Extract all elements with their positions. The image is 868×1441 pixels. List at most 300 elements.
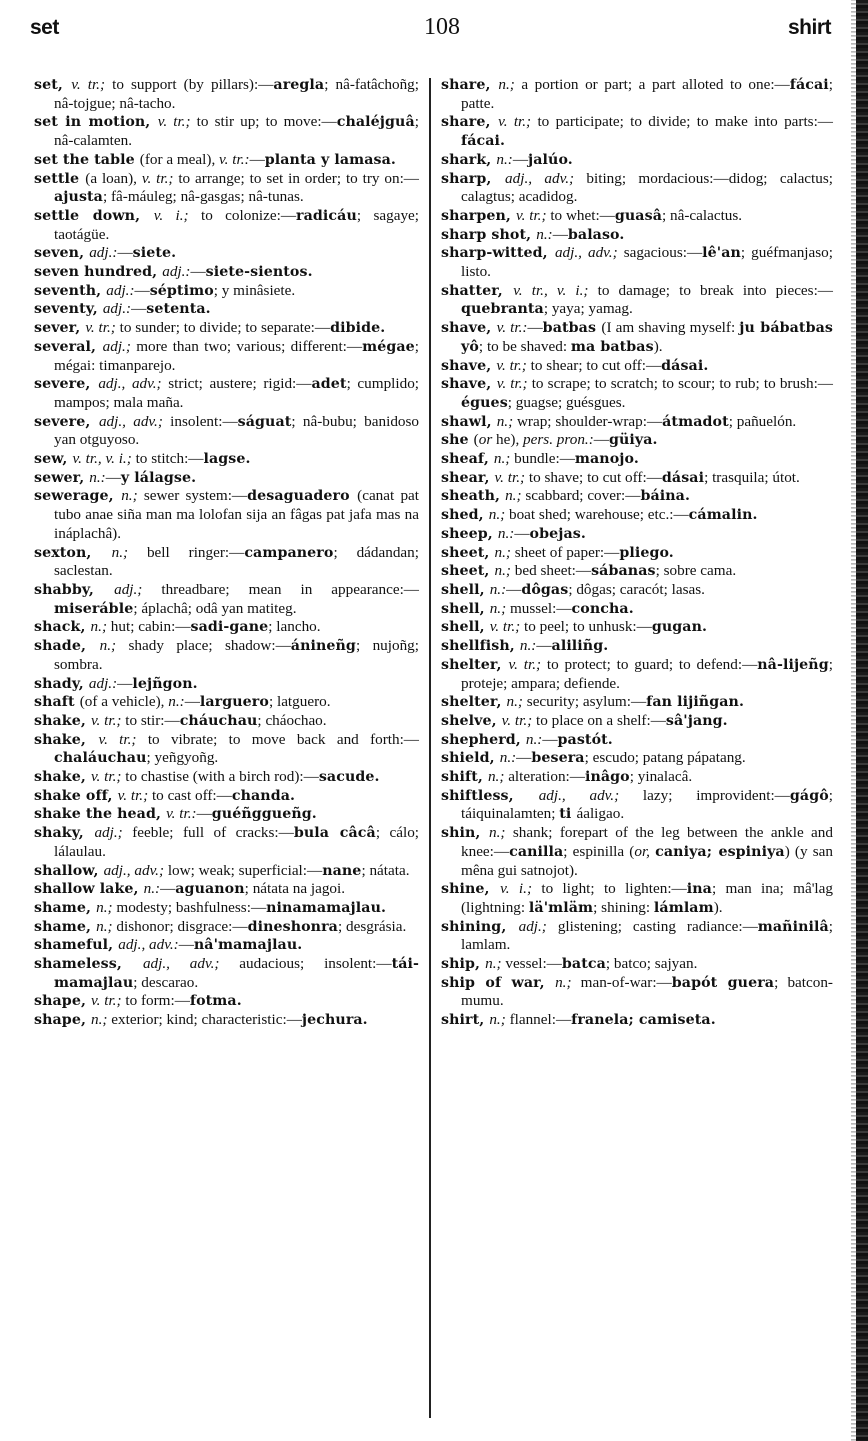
grammar-label: v. tr.; — [498, 113, 538, 131]
definition-text: ). — [653, 337, 663, 355]
dictionary-entry — [441, 151, 833, 170]
headword-text: aregla — [273, 77, 325, 93]
headword-text: shed, — [441, 507, 489, 524]
dictionary-entry — [441, 375, 833, 412]
grammar-label: adj., adv.; — [98, 375, 169, 393]
grammar-label: adj.; — [94, 824, 133, 842]
definition-text: to support (by pillars):— — [112, 76, 274, 93]
definition-text: feeble; full of cracks:— — [132, 824, 294, 842]
definition-text: (for a meal), — [139, 150, 220, 168]
grammar-label: n.; — [498, 76, 522, 93]
headword-text: ti — [559, 806, 577, 823]
headword-text: bapót guera — [671, 974, 775, 991]
dictionary-entry — [441, 656, 833, 693]
grammar-label: adj.; — [114, 580, 162, 598]
headword-text: ánineñg — [290, 638, 356, 655]
definition-text: exterior; kind; characteristic:— — [111, 1011, 302, 1029]
definition-text: ; fâ-máuleg; nâ-gasgas; nâ-tunas. — [102, 188, 304, 206]
grammar-label: n.: — [496, 150, 513, 168]
headword-text: seventy, — [34, 301, 103, 318]
right-column — [441, 76, 833, 1030]
headword-text: ina — [686, 881, 712, 898]
grammar-label: adj.; — [518, 917, 558, 935]
headword-text: pliego. — [619, 544, 674, 561]
dictionary-entry — [34, 581, 419, 618]
headword-text: inâgo — [584, 769, 630, 786]
headword-text: shatter, — [441, 282, 514, 299]
headword-text: gágô — [789, 787, 829, 804]
definition-text: (I am shaving myself: — [601, 319, 740, 337]
grammar-label: v. tr.; — [90, 711, 126, 729]
dictionary-entry — [34, 955, 419, 992]
definition-text: ; pañuelón. — [728, 412, 797, 430]
grammar-label: n.: — [536, 225, 553, 243]
dictionary-entry — [34, 936, 419, 955]
dictionary-entry — [34, 487, 419, 543]
definition-text: to stir:— — [125, 711, 180, 729]
definition-text: ; cháochao. — [257, 711, 327, 729]
grammar-label: adj., adv.: — [118, 936, 179, 954]
grammar-label: or — [478, 431, 497, 449]
headword-text: ninamamajlau. — [266, 899, 387, 916]
dictionary-entry — [441, 506, 833, 525]
headword-text: several, — [34, 338, 103, 355]
headword-text: shake, — [34, 712, 91, 729]
headword-text: jalúo. — [528, 151, 573, 168]
headword-text: chaláuchau — [54, 750, 147, 767]
definition-text: hut; cabin:— — [110, 618, 191, 636]
headword-text: share, — [441, 114, 499, 131]
definition-text: ; dôgas; caracót; lasas. — [568, 580, 705, 598]
dictionary-entry — [34, 450, 419, 469]
definition-text: to scrape; to scratch; to scour; to rub; to brush:— — [531, 375, 833, 393]
definition-text: scabbard; cover:— — [525, 487, 641, 505]
grammar-label: or, — [634, 842, 656, 860]
headword-text: share, — [441, 77, 499, 93]
dictionary-entry — [441, 226, 833, 245]
definition-text: to participate; to divide; to make into parts:— — [537, 113, 833, 131]
dictionary-entry — [34, 787, 419, 806]
dictionary-entry — [34, 170, 419, 207]
headword-text: nâ-lijeñg — [757, 656, 829, 673]
grammar-label: n.; — [505, 487, 526, 505]
dictionary-entry — [441, 712, 833, 731]
definition-text: to shave; to cut off:— — [528, 468, 662, 486]
grammar-label: adj., adv.; — [142, 955, 240, 973]
definition-text: to chastise (with a birch rod):— — [125, 768, 319, 786]
headword-text: severe, — [34, 413, 99, 430]
definition-text: — — [134, 281, 150, 299]
dictionary-entry — [441, 562, 833, 581]
grammar-label: v. tr.; — [71, 76, 113, 93]
headword-text: mañinilâ — [757, 918, 829, 935]
definition-text: ; nátata. — [361, 861, 410, 879]
headword-text: concha. — [571, 600, 634, 617]
dictionary-entry — [441, 319, 833, 356]
definition-text: — — [196, 805, 212, 823]
definition-text: to place on a shelf:— — [535, 711, 666, 729]
dictionary-entry — [34, 469, 419, 488]
definition-text: ; guagse; guésgues. — [507, 393, 626, 411]
dictionary-entry — [441, 487, 833, 506]
grammar-label: n.: — [89, 468, 106, 486]
dictionary-entry — [34, 151, 419, 170]
headword-text: shaft — [34, 694, 80, 711]
definition-text: (of a vehicle), — [79, 693, 169, 711]
dictionary-entry — [34, 824, 419, 861]
grammar-label: n.: — [525, 730, 543, 748]
headword-text: setenta. — [146, 301, 211, 318]
headword-text: batca — [561, 956, 606, 973]
headword-text: sadi-gane — [190, 619, 269, 636]
grammar-label: v. tr.; — [91, 992, 126, 1010]
headword-text: y lálagse. — [120, 469, 197, 486]
headword-text: shine, — [441, 881, 501, 898]
headword-text: shallow, — [34, 862, 104, 879]
headword-text: shack, — [34, 619, 91, 636]
definition-text: security; asylum:— — [526, 693, 647, 711]
grammar-label: v. tr.; — [501, 711, 536, 729]
grammar-label: n.: — [499, 749, 517, 767]
headword-text: shirt, — [441, 1012, 490, 1029]
definition-text: to cast off:— — [151, 786, 232, 804]
grammar-label: adj.: — [88, 674, 118, 692]
definition-text: ; batcon-mumu. — [461, 973, 833, 1010]
headword-text: besera — [531, 750, 585, 767]
headword-text: sheath, — [441, 488, 506, 505]
headword-text: shell, — [441, 619, 490, 636]
definition-text: flannel:— — [509, 1011, 572, 1029]
definition-text: — — [160, 880, 176, 898]
definition-text: ; yinalacâ. — [629, 768, 693, 786]
headword-text: dibide. — [330, 320, 386, 337]
definition-text: ; batco; sajyan. — [605, 955, 698, 973]
grammar-label: n.: — [489, 580, 507, 598]
headword-text: franela; camiseta. — [571, 1012, 716, 1029]
grammar-label: v. tr.; — [117, 786, 152, 804]
grammar-label: n.; — [489, 1011, 510, 1029]
dictionary-entry — [441, 431, 833, 450]
headword-text: aguanon — [175, 881, 245, 898]
definition-text: strict; austere; rigid:— — [168, 375, 312, 393]
definition-text: ; yaya; yamag. — [543, 300, 633, 318]
headword-text: dásai — [661, 469, 705, 486]
grammar-label: n.; — [493, 450, 515, 468]
dictionary-entry — [441, 1011, 833, 1030]
definition-text: ). — [713, 898, 723, 916]
headword-text: set, — [34, 77, 72, 93]
grammar-label: n.; — [111, 543, 147, 561]
headword-text: sheep, — [441, 525, 498, 542]
headword-text: shell, — [441, 600, 490, 617]
grammar-label: v. tr., v. i.; — [513, 281, 598, 299]
dictionary-entry — [34, 300, 419, 319]
dictionary-entry — [441, 244, 833, 281]
definition-text: mussel:— — [509, 599, 572, 617]
definition-text: — — [105, 468, 121, 486]
dictionary-entry — [34, 319, 419, 338]
definition-text: ; trasquila; útot. — [704, 468, 800, 486]
right-guide-word: shirt — [788, 16, 832, 39]
dictionary-entry — [34, 338, 419, 375]
headword-text: lejñgon. — [132, 675, 198, 692]
headword-text: nâ'mamajlau. — [193, 937, 303, 954]
headword-text: sharp shot, — [441, 226, 537, 243]
headword-text: ma batbas — [570, 338, 654, 355]
definition-text: to stitch:— — [135, 450, 204, 468]
definition-text: glistening; casting radiance:— — [557, 917, 758, 935]
headword-text: bula câcâ — [293, 825, 376, 842]
definition-text: — — [178, 936, 194, 954]
headword-text: shake, — [34, 731, 99, 748]
definition-text: a portion or part; a part alloted to one:— — [521, 76, 790, 93]
headword-text: cámalin. — [688, 507, 758, 524]
dictionary-entry — [34, 675, 419, 694]
headword-text: fácai. — [461, 133, 506, 150]
headword-text: set the table — [34, 151, 140, 168]
headword-text: obejas. — [529, 525, 586, 542]
headword-text: shark, — [441, 151, 497, 168]
definition-text: low; weak; superficial:— — [167, 861, 323, 879]
definition-text: ; y minâsiete. — [213, 281, 296, 299]
definition-text: to form:— — [125, 992, 190, 1010]
definition-text: boat shed; warehouse; etc.:— — [508, 506, 689, 524]
headword-text: planta y lamasa. — [264, 151, 396, 168]
headword-text: shake the head, — [34, 806, 167, 823]
headword-text: dineshonra — [247, 918, 338, 935]
definition-text: ; patte. — [461, 76, 834, 112]
dictionary-entry — [441, 76, 833, 113]
dictionary-entry — [34, 413, 419, 450]
headword-text: tái-mamajlau — [54, 956, 420, 991]
headword-text: cháuchau — [179, 712, 258, 729]
definition-text: ; proteje; ampara; defiende. — [461, 655, 833, 692]
definition-text: ; táiquinalamten; — [461, 786, 834, 823]
headword-text: shallow lake, — [34, 881, 144, 898]
headword-text: lê'an — [702, 245, 741, 262]
headword-text: seven hundred, — [34, 264, 163, 281]
dictionary-entry — [34, 113, 419, 150]
headword-text: shawl, — [441, 413, 497, 430]
headword-text: mégae — [362, 338, 415, 355]
headword-text: sewerage, — [34, 488, 122, 505]
definition-text: (canat pat tubo anae siña man ma lolofan sija an fâgas pat jafa mas na ináplachâ). — [54, 487, 420, 542]
definition-text: sewer system:— — [143, 487, 248, 505]
definition-text: — — [184, 693, 200, 711]
definition-text: ; lamlam. — [461, 917, 833, 954]
dictionary-entry — [441, 693, 833, 712]
dictionary-entry — [441, 282, 833, 319]
headword-text: shame, — [34, 918, 97, 935]
dictionary-entry — [441, 918, 833, 955]
headword-text: égues — [461, 394, 508, 411]
headword-text: caniya; espiniya — [655, 843, 785, 860]
headword-text: sharp-witted, — [441, 245, 555, 262]
headword-text: shepherd, — [441, 731, 526, 748]
dictionary-entry — [34, 207, 419, 244]
headword-text: shield, — [441, 750, 500, 767]
headword-text: sheet, — [441, 563, 495, 580]
dictionary-entry — [34, 637, 419, 674]
headword-text: miseráble — [54, 600, 134, 617]
headword-text: batbas — [542, 320, 602, 337]
dictionary-entry — [441, 618, 833, 637]
dictionary-entry — [441, 450, 833, 469]
grammar-label: adj., adv.; — [538, 786, 643, 804]
definition-text: — — [542, 730, 558, 748]
definition-text: wrap; shoulder-wrap:— — [516, 412, 663, 430]
headword-text: shave, — [441, 376, 497, 393]
definition-text: ; man ina; mâ'lag (lightning: — [461, 880, 833, 916]
headword-text: radicáu — [296, 207, 357, 224]
grammar-label: n.; — [96, 917, 117, 935]
definition-text: to damage; to break into pieces:— — [597, 281, 833, 299]
headword-text: dôgas — [521, 581, 569, 598]
dictionary-entry — [34, 693, 419, 712]
headword-text: set in motion, — [34, 114, 158, 131]
definition-text: ; yeñgyoñg. — [146, 749, 219, 767]
dictionary-entry — [441, 544, 833, 563]
headword-text: nane — [322, 862, 362, 879]
headword-text: shameful, — [34, 937, 119, 954]
page-header — [0, 14, 868, 44]
definition-text: shank; forepart of the leg between the ankle and knee:— — [461, 824, 833, 860]
grammar-label: v. tr.; — [496, 375, 532, 393]
grammar-label: v. i.; — [153, 206, 201, 224]
dictionary-entry — [34, 899, 419, 918]
definition-text: ; dádandan; saclestan. — [54, 543, 419, 580]
dictionary-entry — [34, 375, 419, 412]
headword-text: siete. — [132, 245, 177, 262]
definition-text: to peel; to unhusk:— — [524, 618, 652, 636]
headword-text: güiya. — [608, 432, 658, 449]
headword-text: balaso. — [567, 226, 625, 243]
dictionary-entry — [441, 787, 833, 824]
grammar-label: n.: — [519, 637, 537, 655]
definition-text: — — [506, 580, 522, 598]
book-spine-edge — [856, 0, 868, 1441]
headword-text: dásai. — [661, 357, 709, 374]
definition-text: ; cumplido; mampos; mala maña. — [54, 375, 420, 411]
definition-text: ; nâ-fatâchoñg; nâ-tojgue; nâ-tacho. — [54, 76, 419, 112]
definition-text: bed sheet:— — [514, 562, 592, 580]
headword-text: átmadot — [662, 413, 729, 430]
grammar-label: n.; — [121, 487, 144, 505]
definition-text: ; nâ-calactus. — [661, 206, 743, 224]
grammar-label: n.; — [506, 693, 527, 711]
headword-text: ajusta — [54, 189, 103, 206]
grammar-label: v. tr.; — [141, 169, 179, 187]
dictionary-entry — [441, 749, 833, 768]
definition-text: vessel:— — [505, 955, 562, 973]
grammar-label: n.; — [496, 412, 517, 430]
definition-text: — — [117, 244, 133, 262]
headword-text: ship of war, — [441, 974, 556, 991]
grammar-label: v. tr.: — [166, 805, 197, 823]
definition-text: to sunder; to divide; to separate:— — [119, 319, 331, 337]
dictionary-entry — [34, 76, 419, 113]
dictionary-entry — [441, 581, 833, 600]
headword-text: sâ'jang. — [665, 712, 728, 729]
grammar-label: v. tr.; — [494, 468, 529, 486]
grammar-label: n.; — [494, 562, 515, 580]
headword-text: adet — [311, 376, 347, 393]
headword-text: pastót. — [557, 731, 613, 748]
definition-text: ; nâ-calamten. — [54, 113, 419, 150]
headword-text: sheaf, — [441, 451, 494, 468]
definition-text: — — [516, 749, 532, 767]
dictionary-entry — [34, 805, 419, 824]
definition-text: sagacious:— — [623, 244, 703, 262]
definition-text: to colonize:— — [200, 206, 297, 224]
headword-text: settle — [34, 170, 86, 187]
definition-text: to shear; to cut off:— — [530, 356, 662, 374]
headword-text: ship, — [441, 956, 486, 973]
headword-text: shame, — [34, 899, 97, 916]
definition-text: — — [512, 150, 529, 168]
grammar-label: adj., adv.; — [554, 244, 624, 262]
headword-text: shear, — [441, 469, 495, 486]
grammar-label: adj., adv.; — [98, 412, 171, 430]
dictionary-entry — [441, 731, 833, 750]
dictionary-entry — [34, 862, 419, 881]
headword-text: manojo. — [574, 451, 639, 468]
grammar-label: adj.; — [102, 337, 137, 355]
headword-text: campanero — [244, 544, 334, 561]
dictionary-entry — [441, 170, 833, 207]
headword-text: gugan. — [651, 619, 708, 636]
dictionary-entry — [34, 731, 419, 768]
dictionary-entry — [34, 918, 419, 937]
dictionary-entry — [34, 263, 419, 282]
dictionary-entry — [441, 600, 833, 619]
dictionary-entry — [441, 637, 833, 656]
definition-text: more than two; various; different:— — [136, 337, 363, 355]
headword-text: aliliñg. — [551, 638, 609, 655]
headword-text: severe, — [34, 376, 99, 393]
headword-text: sheet, — [441, 544, 495, 561]
headword-text: fotma. — [189, 993, 242, 1010]
headword-text: seven, — [34, 245, 90, 262]
definition-text: to stir up; to move:— — [196, 113, 337, 131]
definition-text: — — [249, 150, 265, 168]
headword-text: fácai — [789, 77, 829, 93]
grammar-label: n.; — [489, 824, 513, 842]
definition-text: — — [190, 263, 206, 281]
grammar-label: adj.: — [106, 281, 135, 299]
dictionary-entry — [441, 207, 833, 226]
definition-text: ; shining: — [593, 898, 654, 916]
dictionary-entry — [441, 974, 833, 1011]
definition-text: — — [527, 319, 543, 337]
headword-text: shelve, — [441, 712, 502, 729]
left-guide-word: set — [30, 16, 59, 39]
headword-text: lä'mläm — [528, 899, 594, 916]
definition-text: ; desgrásia. — [337, 917, 407, 935]
definition-text: áaligao. — [576, 805, 625, 823]
dictionary-entry — [441, 824, 833, 880]
grammar-label: n.; — [99, 637, 129, 655]
headword-text: shave, — [441, 320, 497, 337]
definition-text: he), — [496, 431, 524, 449]
headword-text: shake off, — [34, 787, 118, 804]
headword-text: desaguadero — [247, 488, 358, 505]
definition-text: ; sobre cama. — [655, 562, 737, 580]
dictionary-entry — [34, 712, 419, 731]
definition-text: — — [117, 674, 133, 692]
dictionary-entry — [441, 413, 833, 432]
headword-text: fan lijiñgan. — [646, 694, 744, 711]
